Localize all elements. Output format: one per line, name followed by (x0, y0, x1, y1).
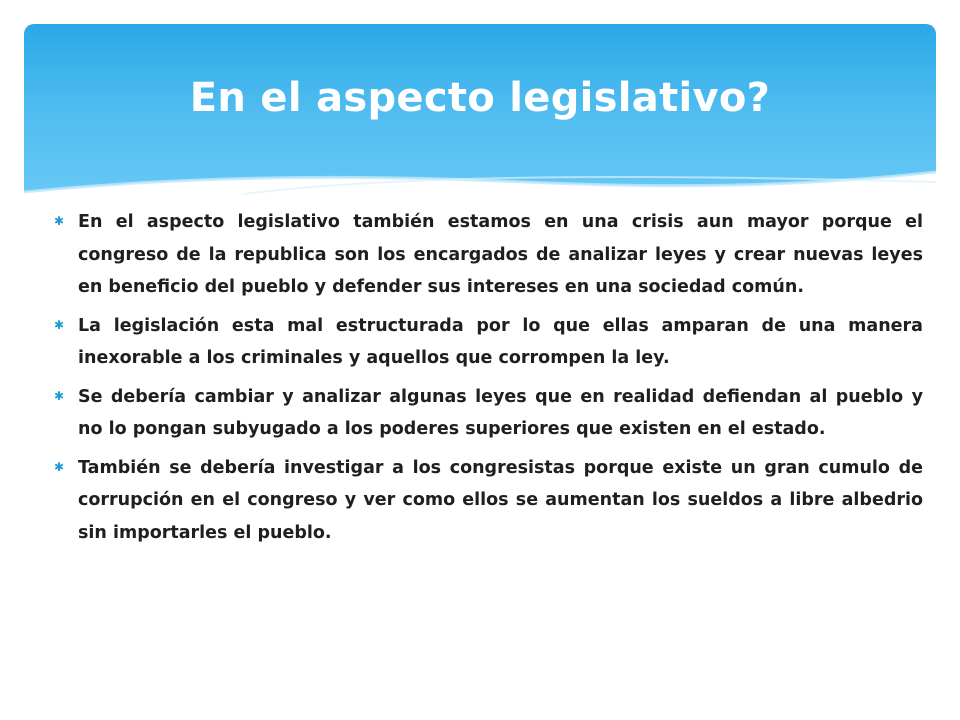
bullet-text: En el aspecto legislativo también estamos en una crisis aun mayor porque el congreso de la republica son los encargados de analizar leyes y crear nuevas leyes en beneficio del pueblo y defender sus intereses en una sociedad común. (78, 212, 923, 297)
bullet-item (50, 206, 923, 304)
bullet-text: También se debería investigar a los congresistas porque existe un gran cumulo de corrupción en el congreso y ver como ellos se aumentan los sueldos a libre albedrio sin importarles el pueblo. (78, 457, 923, 543)
asterisk-bullet-icon: ✱ (54, 317, 65, 332)
slide-title: En el aspecto legislativo? (189, 75, 771, 121)
asterisk-bullet-icon: ✱ (54, 214, 65, 228)
bullet-text: Se debería cambiar y analizar algunas leyes que en realidad defiendan al pueblo y no lo pongan subyugado a los poderes superiores que existen en el estado. (78, 386, 923, 439)
bullet-text: La legislación esta mal estructurada por lo que ellas amparan de una manera inexorable a los criminales y aquellos que corrompen la ley. (78, 315, 923, 368)
bullet-item (50, 452, 923, 550)
bullet-item (50, 310, 923, 375)
bullet-item (50, 381, 923, 446)
asterisk-bullet-icon: ✱ (54, 388, 65, 403)
bullet-list (50, 206, 923, 555)
asterisk-bullet-icon: ✱ (54, 459, 65, 474)
